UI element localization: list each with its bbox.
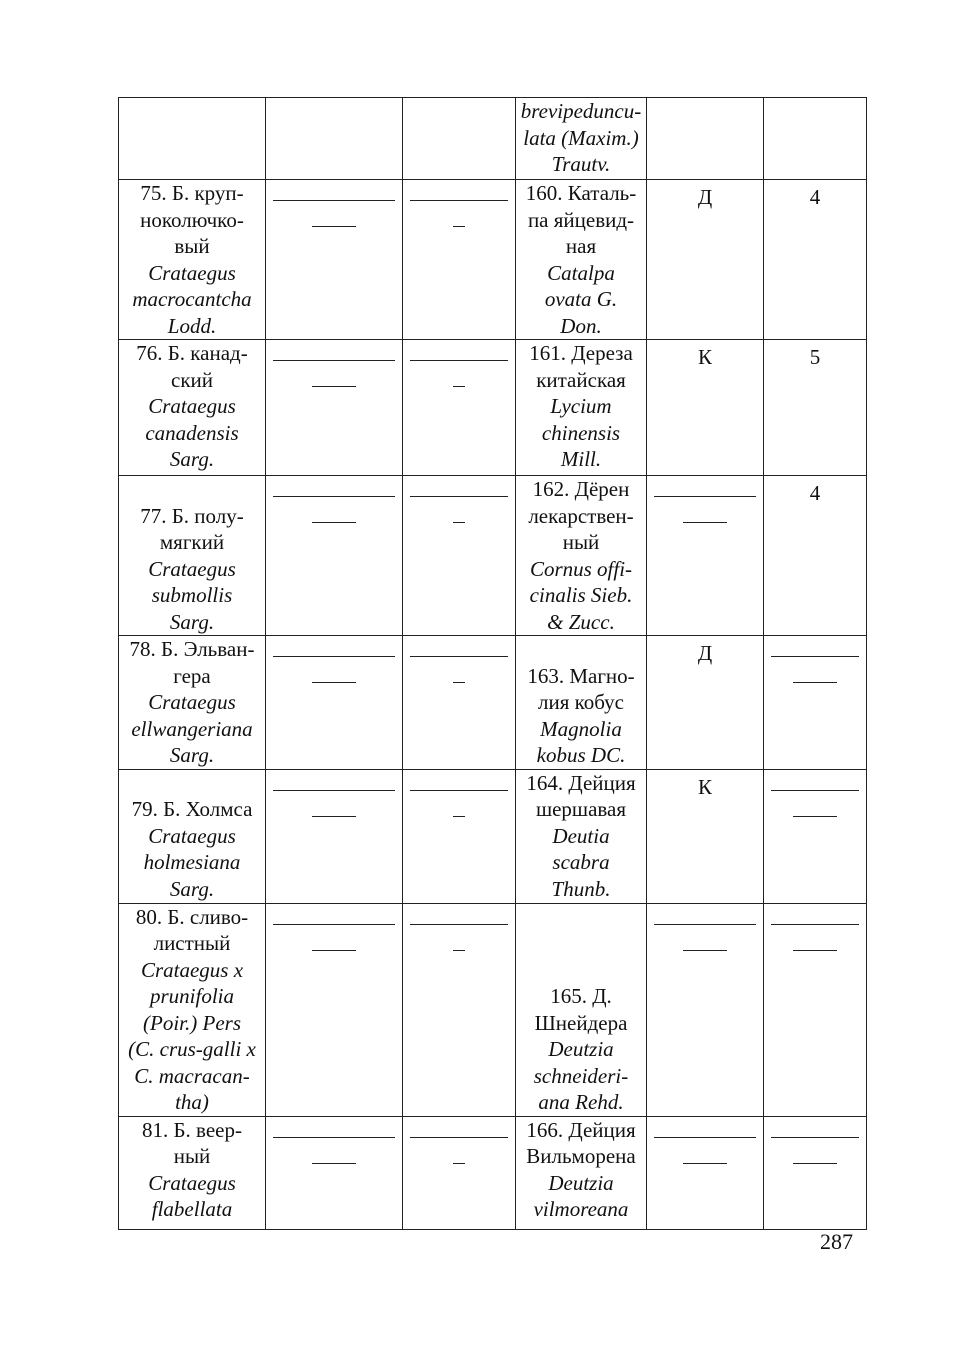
left-line: C. macracan- (134, 1063, 250, 1088)
right-line: ный (562, 530, 600, 554)
right-line (519, 957, 643, 984)
left-line: submollis (151, 583, 233, 607)
table-row (119, 769, 867, 903)
left-line: мягкий (159, 530, 225, 554)
value-cell-6 (764, 476, 867, 636)
right-line: лия кобус (538, 690, 624, 714)
value-cell-3 (403, 636, 516, 770)
right-line: scabra (552, 850, 610, 874)
value-cell-2 (266, 1116, 403, 1229)
right-line: chinensis (541, 420, 621, 445)
right-line: & Zucc. (547, 609, 615, 634)
left-line: ный (173, 1144, 211, 1168)
right-line: Шнейдера (534, 1010, 628, 1035)
left-line: Crataegus (148, 394, 236, 418)
value-cell-3 (403, 769, 516, 903)
category-mark: Д (697, 185, 713, 209)
right-line: Trautv. (551, 152, 611, 176)
value-cell-6 (764, 769, 867, 903)
species-left-cell (119, 180, 266, 340)
species-left-cell (119, 98, 266, 180)
left-line: flabellata (151, 1197, 233, 1221)
species-left-cell (119, 903, 266, 1116)
value-cell-5 (647, 340, 764, 476)
right-line: lata (Maxim.) (523, 125, 639, 150)
table-row (119, 1116, 867, 1229)
right-line: 162. Дёрен (532, 477, 630, 501)
right-line: 163. Магно- (527, 663, 635, 688)
right-line: китайская (536, 367, 626, 392)
left-line: Sarg. (169, 447, 215, 471)
value-cell-6 (764, 180, 867, 340)
value-cell-2 (266, 636, 403, 770)
right-line: ovata G. (544, 287, 618, 311)
right-line: Deutzia (548, 1037, 614, 1061)
value-cell-3 (403, 1116, 516, 1229)
left-line (122, 770, 262, 797)
right-line: Lycium (550, 394, 612, 418)
table-row (119, 98, 867, 180)
table-row (119, 636, 867, 770)
left-line: Crataegus (148, 1170, 236, 1195)
left-line: 79. Б. Холмса (131, 797, 253, 821)
left-line: листный (153, 931, 231, 955)
right-line: 166. Дейция (526, 1117, 636, 1142)
right-line: 165. Д. (550, 984, 612, 1008)
right-line: Don. (560, 313, 602, 338)
left-line: Crataegus x (140, 957, 244, 982)
value-cell-5 (647, 98, 764, 180)
right-line (519, 930, 643, 957)
page-number: 287 (820, 1229, 853, 1254)
species-right-cell (516, 340, 647, 476)
left-line: Sarg. (169, 609, 215, 634)
value-cell-3 (403, 903, 516, 1116)
left-line: Crataegus (148, 823, 236, 848)
value-cell-5 (647, 636, 764, 770)
left-line: 80. Б. сливо- (135, 904, 249, 929)
left-line: Crataegus (148, 690, 236, 714)
value-cell-5 (647, 1116, 764, 1229)
right-line: 164. Дейция (526, 770, 636, 795)
right-line: ная (565, 234, 597, 258)
left-line: Sarg. (169, 876, 215, 901)
score-mark: 5 (809, 345, 821, 369)
value-cell-6 (764, 1116, 867, 1229)
species-right-cell (516, 1116, 647, 1229)
value-cell-6 (764, 98, 867, 180)
table-row (119, 340, 867, 476)
score-mark: 4 (809, 185, 821, 209)
right-line: cinalis Sieb. (529, 583, 633, 607)
value-cell-3 (403, 340, 516, 476)
value-cell-3 (403, 180, 516, 340)
value-cell-2 (266, 98, 403, 180)
species-left-cell (119, 476, 266, 636)
right-line: шершавая (535, 797, 627, 821)
score-mark: 4 (809, 481, 821, 505)
species-left-cell (119, 340, 266, 476)
species-right-cell (516, 476, 647, 636)
species-left-cell (119, 769, 266, 903)
species-right-cell (516, 636, 647, 770)
species-table-body (119, 98, 867, 1230)
species-right-cell (516, 98, 647, 180)
right-line: Deutia (552, 823, 610, 848)
table-row (119, 476, 867, 636)
category-mark: Д (697, 641, 713, 665)
left-line: ellwangeriana (131, 716, 253, 741)
right-line: Magnolia (540, 716, 622, 741)
left-line: 78. Б. Эльван- (129, 637, 255, 661)
left-line: canadensis (145, 420, 239, 445)
right-line: 161. Дереза (529, 341, 633, 365)
value-cell-2 (266, 180, 403, 340)
value-cell-5 (647, 476, 764, 636)
right-line: па яйцевид- (527, 207, 635, 232)
value-cell-6 (764, 340, 867, 476)
value-cell-5 (647, 903, 764, 1116)
right-line: Вильморена (526, 1144, 636, 1168)
left-line: tha) (175, 1090, 209, 1114)
value-cell-5 (647, 180, 764, 340)
right-line: schneideri- (533, 1063, 629, 1088)
right-line: Mill. (560, 447, 602, 471)
right-line: Thunb. (551, 876, 611, 901)
left-line: 77. Б. полу- (140, 503, 244, 528)
left-line: 76. Б. канад- (136, 341, 248, 365)
left-line (122, 476, 262, 503)
value-cell-2 (266, 769, 403, 903)
left-line: prunifolia (149, 984, 234, 1008)
left-line: 81. Б. веер- (142, 1117, 242, 1142)
species-left-cell (119, 636, 266, 770)
left-line: гера (173, 663, 211, 688)
value-cell-3 (403, 476, 516, 636)
species-right-cell (516, 903, 647, 1116)
right-line: лекарствен- (528, 503, 634, 528)
left-line: 75. Б. круп- (140, 181, 244, 205)
right-line: Catalpa (547, 260, 615, 285)
species-right-cell (516, 180, 647, 340)
right-line: Deutzia (548, 1170, 614, 1195)
left-line: ноколючко- (140, 207, 244, 232)
right-line (519, 636, 643, 663)
left-line: Crataegus (148, 260, 236, 285)
value-cell-6 (764, 636, 867, 770)
left-line: macrocantcha (132, 287, 252, 311)
value-cell-2 (266, 903, 403, 1116)
category-mark: К (697, 345, 712, 369)
right-line: vilmoreana (533, 1197, 629, 1221)
left-line: Crataegus (148, 556, 236, 581)
right-line (519, 904, 643, 931)
table-row (119, 903, 867, 1116)
right-line: ana Rehd. (538, 1090, 624, 1114)
table-row (119, 180, 867, 340)
left-line: holmesiana (143, 850, 241, 874)
left-line: (Poir.) Pers (143, 1010, 241, 1035)
left-line: ский (171, 367, 213, 392)
value-cell-6 (764, 903, 867, 1116)
value-cell-2 (266, 476, 403, 636)
right-line: kobus DC. (536, 743, 626, 767)
right-line: 160. Каталь- (525, 181, 637, 205)
value-cell-3 (403, 98, 516, 180)
species-left-cell (119, 1116, 266, 1229)
species-table (118, 97, 867, 1230)
right-line: brevipeduncu- (520, 99, 642, 123)
species-right-cell (516, 769, 647, 903)
left-line: Sarg. (169, 743, 215, 767)
left-line: Lodd. (167, 313, 217, 338)
value-cell-5 (647, 769, 764, 903)
category-mark: К (697, 774, 712, 799)
right-line: Cornus offi- (529, 556, 633, 581)
value-cell-2 (266, 340, 403, 476)
left-line: (C. crus-galli x (128, 1037, 256, 1061)
left-line: вый (174, 234, 210, 258)
